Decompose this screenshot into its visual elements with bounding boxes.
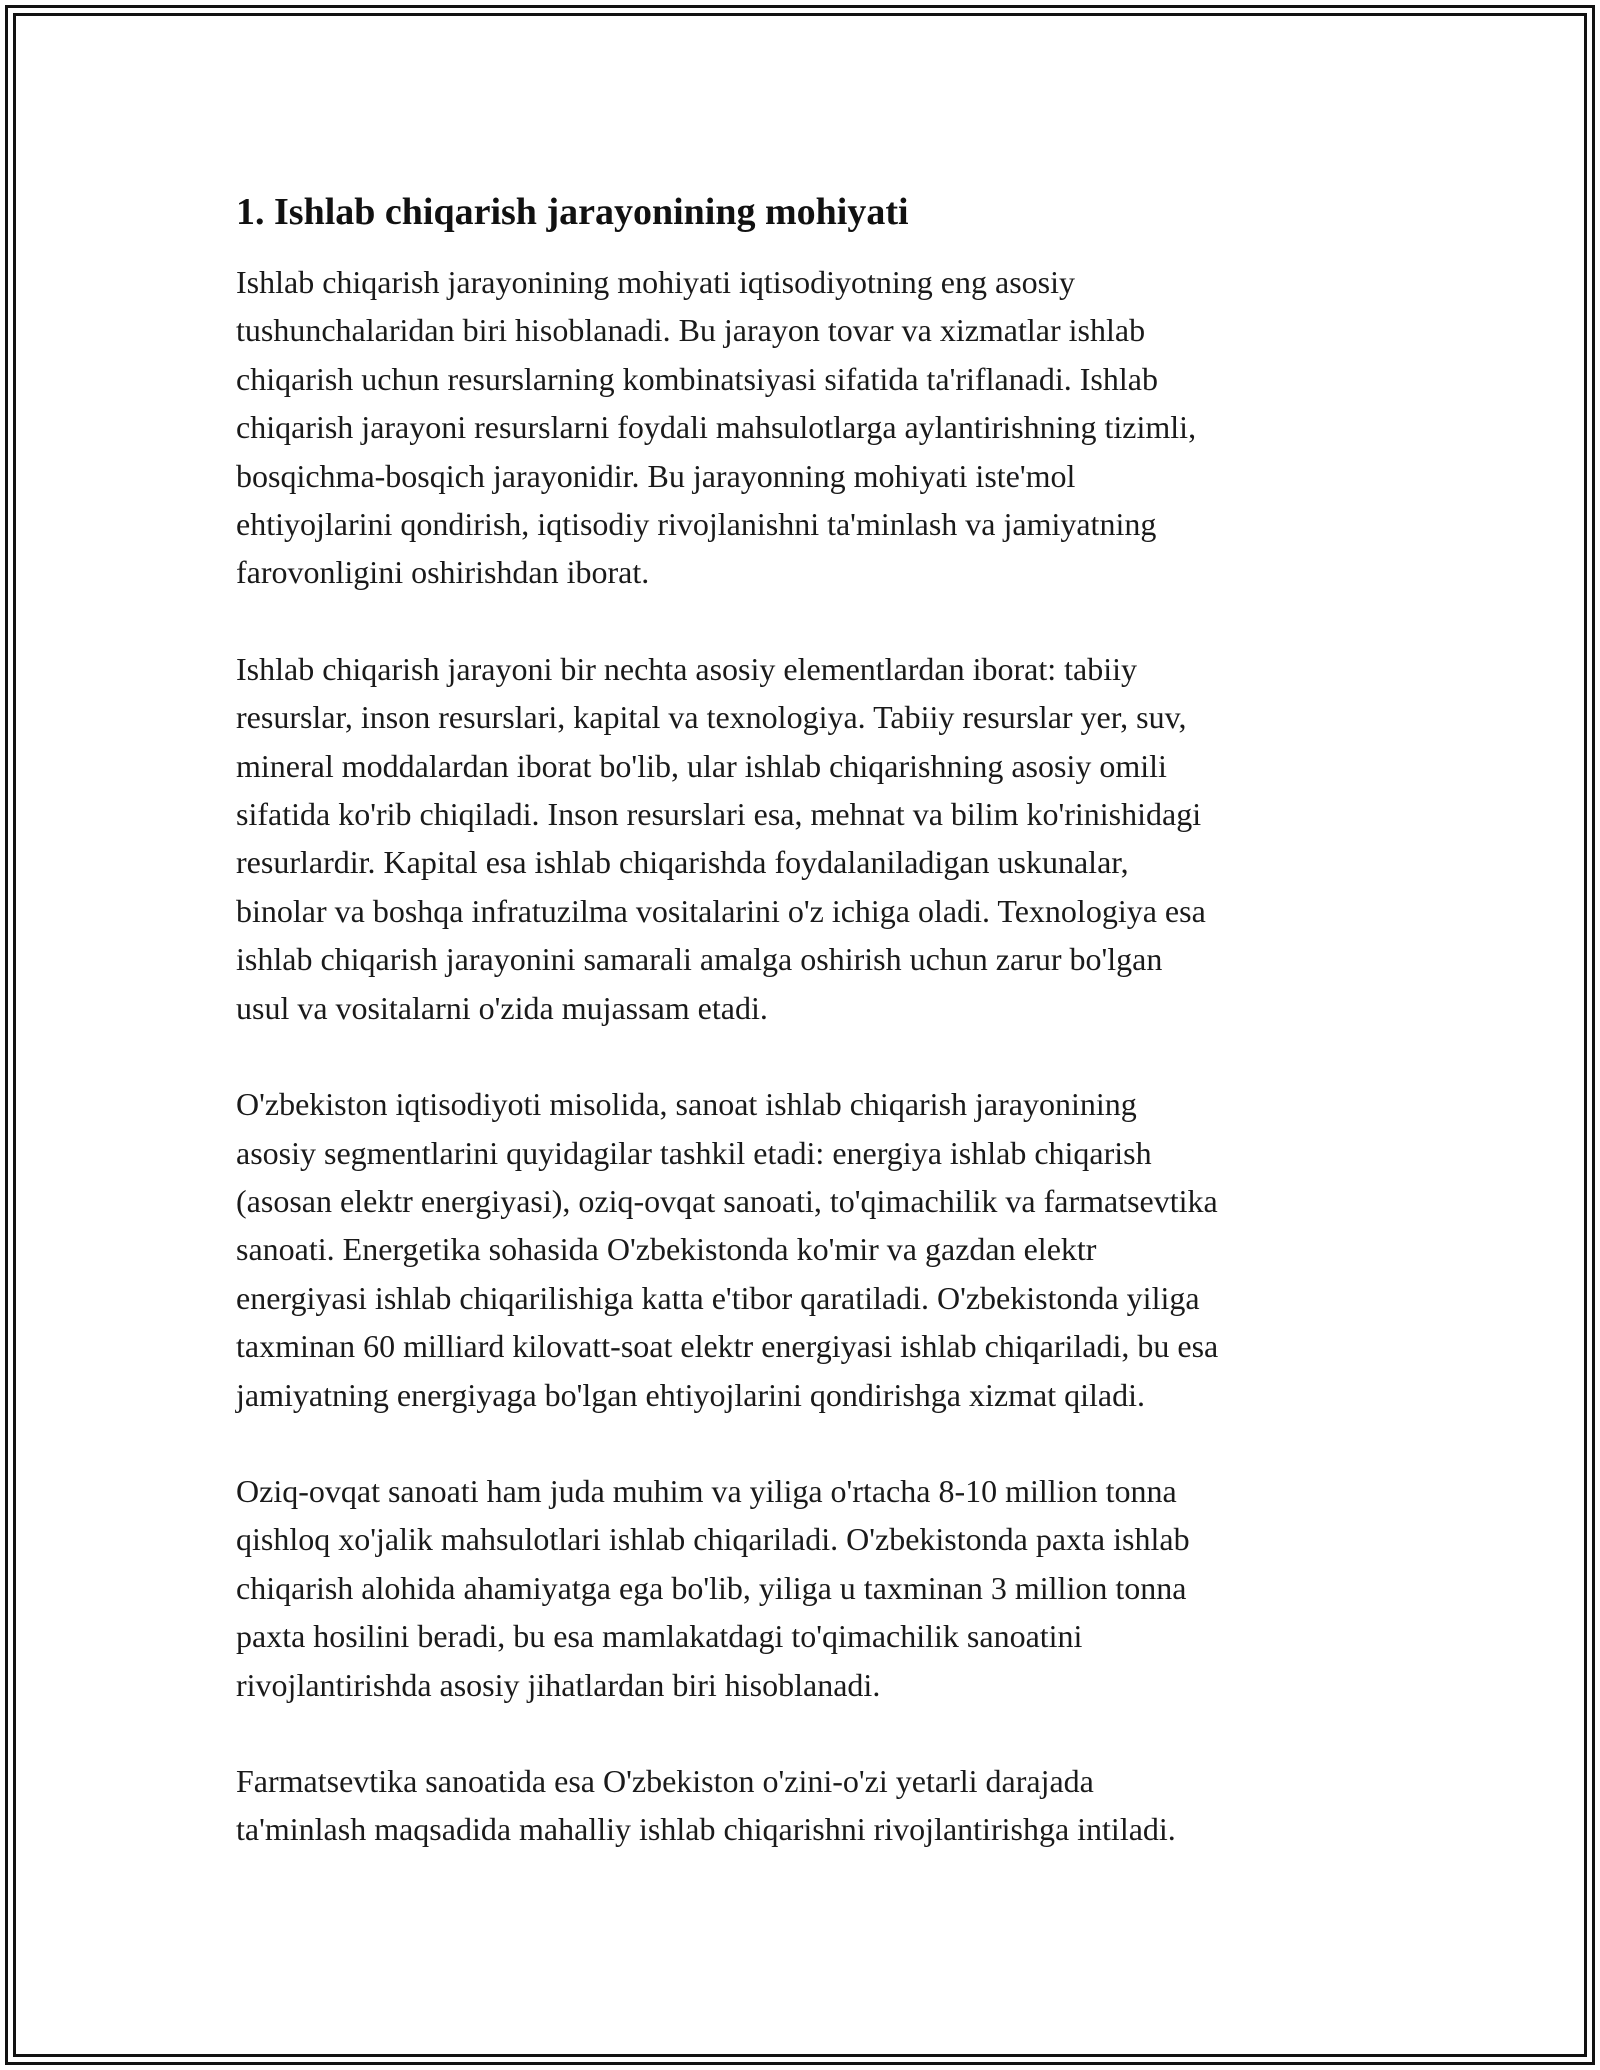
text-line: tushunchalaridan biri hisoblanadi. Bu jarayon tovar va xizmatlar ishlab [236, 312, 1146, 349]
text-line: jamiyatning energiyaga bo'lgan ehtiyojlarini qondirishga xizmat qiladi. [236, 1376, 1145, 1413]
text-line: paxta hosilini beradi, bu esa mamlakatdagi to'qimachilik sanoatini [236, 1618, 1083, 1655]
text-line: Oziq-ovqat sanoati ham juda muhim va yiliga o'rtacha 8-10 million tonna [236, 1472, 1177, 1509]
paragraph-1 [236, 258, 1376, 597]
text-line: resurlardir. Kapital esa ishlab chiqarishda foydalaniladigan uskunalar, [236, 844, 1129, 881]
text-line: chiqarish jarayoni resurslarni foydali mahsulotlarga aylantirishning tizimli, [236, 409, 1197, 446]
text-line: ta'minlash maqsadida mahalliy ishlab chiqarishni rivojlantirishga intiladi. [236, 1811, 1176, 1848]
text-line: Ishlab chiqarish jarayoni bir nechta asosiy elementlardan iborat: tabiiy [236, 650, 1138, 687]
document-body [236, 188, 1376, 1902]
text-line: binolar va boshqa infratuzilma vositalarini o'z ichiga oladi. Texnologiya esa [236, 892, 1206, 929]
text-line: ehtiyojlarini qondirish, iqtisodiy rivojlanishni ta'minlash va jamiyatning [236, 506, 1157, 543]
text-line: (asosan elektr energiyasi), oziq-ovqat sanoati, to'qimachilik va farmatsevtika [236, 1182, 1218, 1219]
paragraph-5 [236, 1757, 1376, 1854]
text-line: energiyasi ishlab chiqarilishiga katta e'tibor qaratiladi. O'zbekistonda yiliga [236, 1279, 1200, 1316]
text-line: Ishlab chiqarish jarayonining mohiyati iqtisodiyotning eng asosiy [236, 264, 1075, 300]
text-line: bosqichma-bosqich jarayonidir. Bu jarayonning mohiyati iste'mol [236, 457, 1076, 494]
text-line: sifatida ko'rib chiqiladi. Inson resurslari esa, mehnat va bilim ko'rinishidagi [236, 796, 1202, 833]
text-line: ishlab chiqarish jarayonini samarali amalga oshirish uchun zarur bo'lgan [236, 941, 1163, 978]
paragraph-3 [236, 1080, 1376, 1419]
text-line: asosiy segmentlarini quyidagilar tashkil etadi: energiya ishlab chiqarish [236, 1134, 1152, 1171]
text-line: chiqarish alohida ahamiyatga ega bo'lib, yiliga u taxminan 3 million tonna [236, 1569, 1187, 1606]
text-line: usul va vositalarni o'zida mujassam etadi. [236, 989, 768, 1026]
text-line: mineral moddalardan iborat bo'lib, ular ishlab chiqarishning asosiy omili [236, 747, 1167, 784]
paragraph-4 [236, 1467, 1376, 1709]
section-heading: 1. Ishlab chiqarish jarayonining mohiyati [236, 191, 909, 233]
text-line: farovonligini oshirishdan iborat. [236, 554, 650, 591]
text-line: rivojlantirishda asosiy jihatlardan biri hisoblanadi. [236, 1666, 881, 1703]
text-line: chiqarish uchun resurslarning kombinatsiyasi sifatida ta'riflanadi. Ishlab [236, 360, 1158, 397]
text-line: O'zbekiston iqtisodiyoti misolida, sanoat ishlab chiqarish jarayonining [236, 1086, 1137, 1123]
text-line: qishloq xo'jalik mahsulotlari ishlab chiqariladi. O'zbekistonda paxta ishlab [236, 1521, 1190, 1558]
text-line: resurslar, inson resurslari, kapital va texnologiya. Tabiiy resurslar yer, suv, [236, 699, 1187, 736]
text-line: taxminan 60 milliard kilovatt-soat elektr energiyasi ishlab chiqariladi, bu esa [236, 1328, 1219, 1365]
text-line: sanoati. Energetika sohasida O'zbekistonda ko'mir va gazdan elektr [236, 1231, 1097, 1268]
text-line: Farmatsevtika sanoatida esa O'zbekiston o'zini-o'zi yetarli darajada [236, 1762, 1094, 1799]
paragraph-2 [236, 645, 1376, 1032]
